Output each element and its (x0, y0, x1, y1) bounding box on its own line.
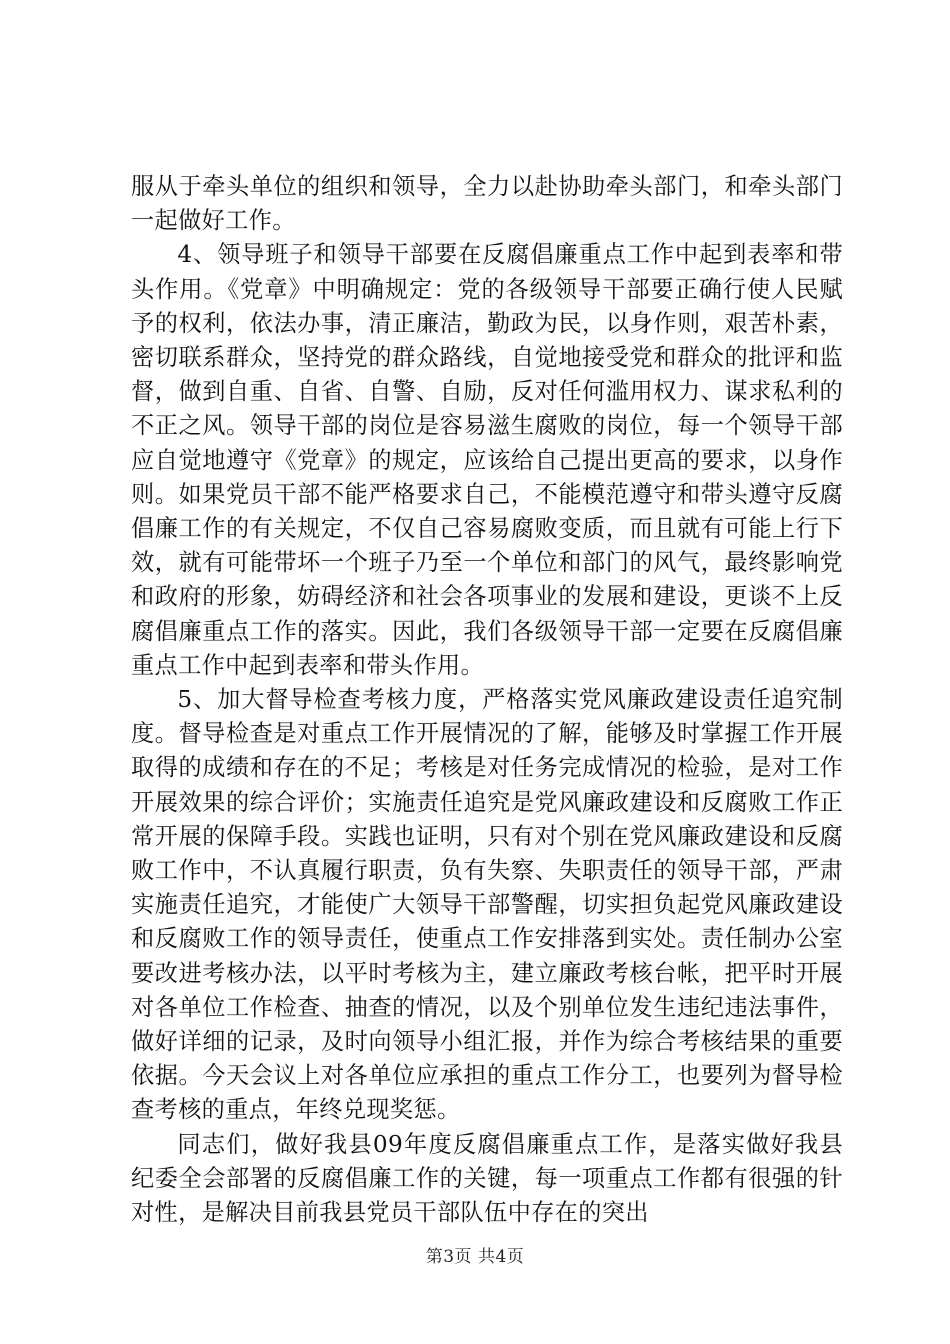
document-body (131, 170, 843, 1230)
paragraph-1: 服从于牵头单位的组织和领导，全力以赴协助牵头部门，和牵头部门一起做好工作。 (131, 173, 843, 235)
paragraph-2: 4、领导班子和领导干部要在反腐倡廉重点工作中起到表率和带头作用。《党章》中明确规定：党的各级领导干部要正确行使人民赋予的权利，依法办事，清正廉洁，勤政为民，以身作则，艰苦朴素，密切联系群众，坚持党的群众路线，自觉地接受党和群众的批评和监督，做到自重、自省、自警、自励，反对任何滥用权力、谋求私利的不正之风。领导干部的岗位是容易滋生腐败的岗位，每一个领导干部应自觉地遵守《党章》的规定，应该给自己提出更高的要求，以身作则。如果党员干部不能严格要求自己，不能模范遵守和带头遵守反腐倡廉工作的有关规定，不仅自己容易腐败变质，而且就有可能上行下效，就有可能带坏一个班子乃至一个单位和部门的风气，最终影响党和政府的形象，妨碍经济和社会各项事业的发展和建设，更谈不上反腐倡廉重点工作的落实。因此，我们各级领导干部一定要在反腐倡廉重点工作中起到表率和带头作用。 (131, 241, 843, 679)
paragraph-4: 同志们，做好我县09年度反腐倡廉重点工作，是落实做好我县纪委全会部署的反腐倡廉工作的关键，每一项重点工作都有很强的针对性，是解决目前我县党员干部队伍中存在的突出 (131, 1130, 843, 1227)
page-footer: 第3页 共4页 (425, 1247, 525, 1267)
paragraph-3: 5、加大督导检查考核力度，严格落实党风廉政建设责任追究制度。督导检查是对重点工作开展情况的了解，能够及时掌握工作开展取得的成绩和存在的不足；考核是对任务完成情况的检验，是对工作开展效果的综合评价；实施责任追究是党风廉政建设和反腐败工作正常开展的保障手段。实践也证明，只有对个别在党风廉政建设和反腐败工作中，不认真履行职责，负有失察、失职责任的领导干部，严肃实施责任追究，才能使广大领导干部警醒，切实担负起党风廉政建设和反腐败工作的领导责任，使重点工作安排落到实处。责任制办公室要改进考核办法，以平时考核为主，建立廉政考核台帐，把平时开展对各单位工作检查、抽查的情况，以及个别单位发生违纪违法事件，做好详细的记录，及时向领导小组汇报，并作为综合考核结果的重要依据。今天会议上对各单位应承担的重点工作分工，也要列为督导检查考核的重点，年终兑现奖惩。 (131, 686, 843, 1124)
